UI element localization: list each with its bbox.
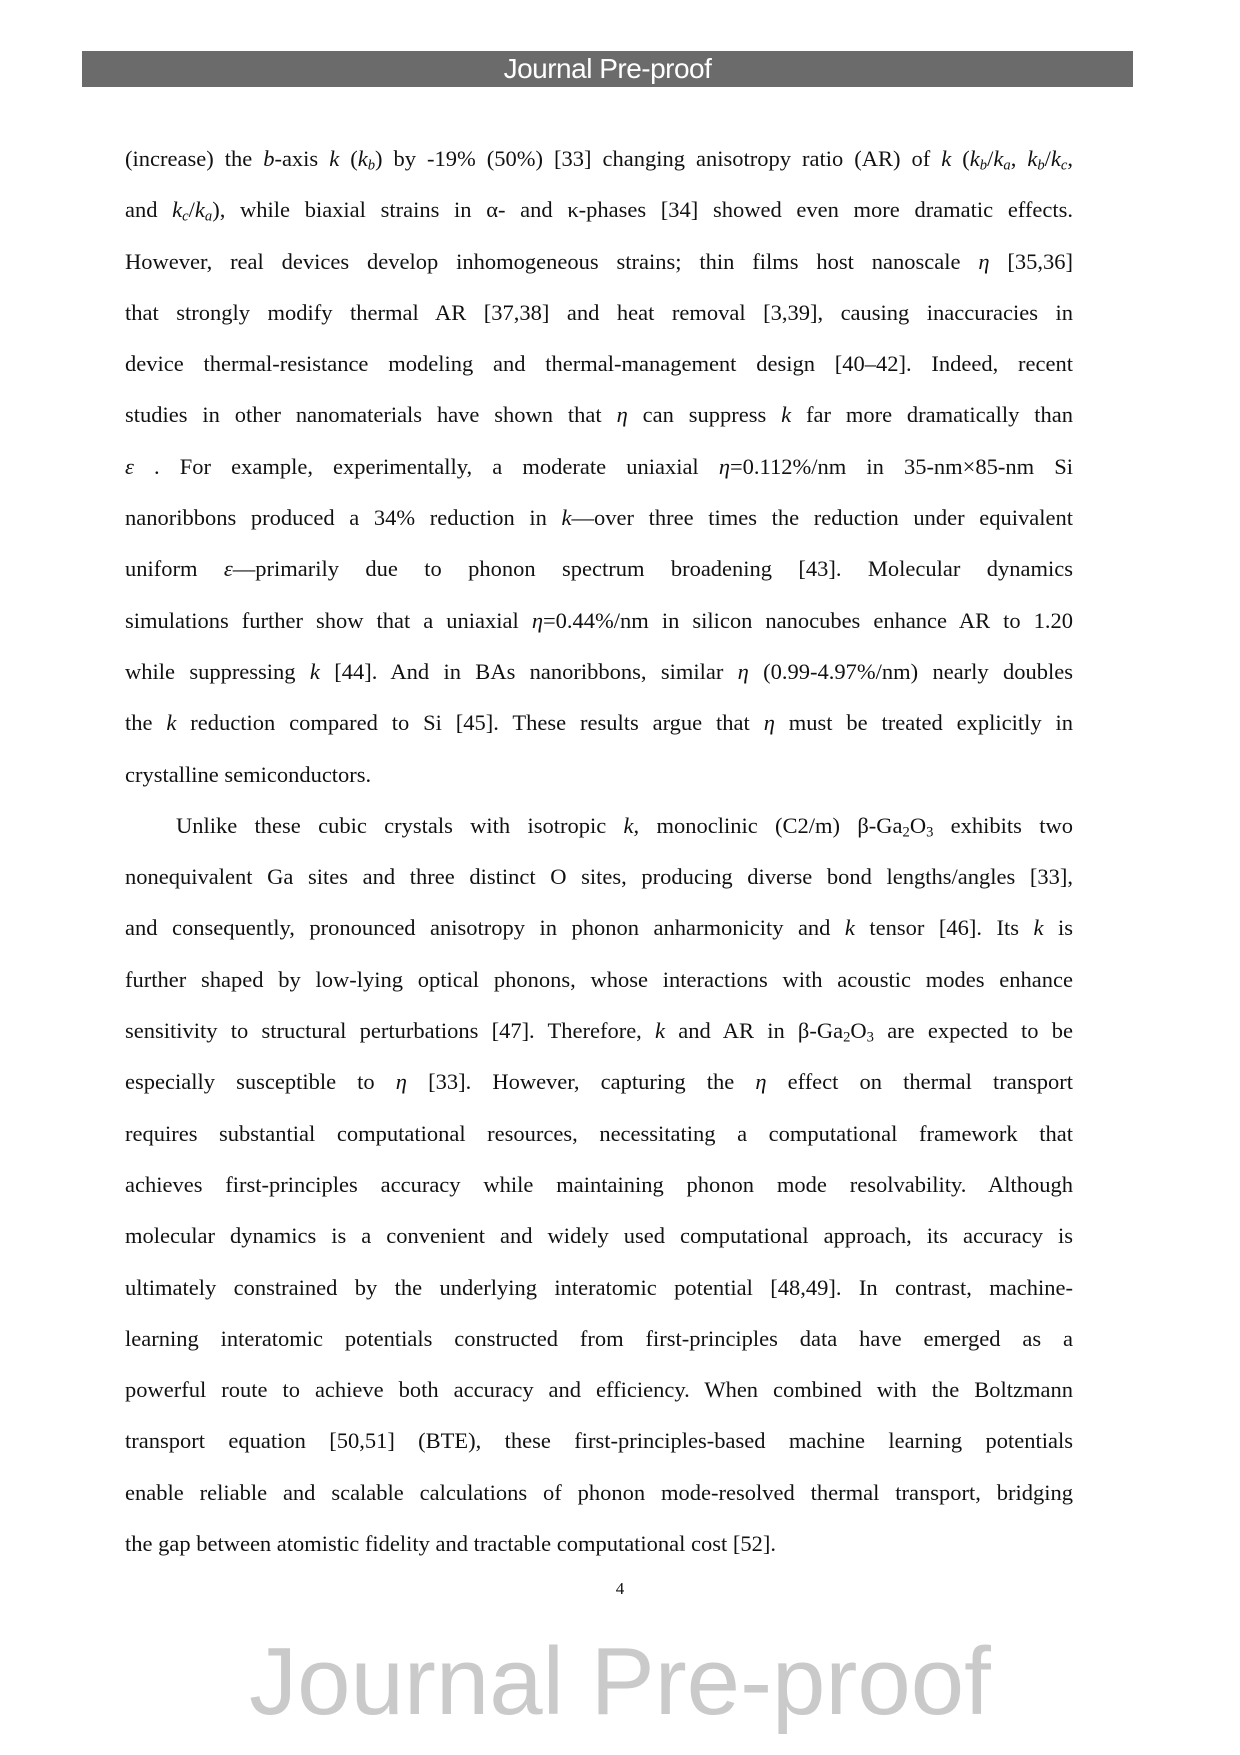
math-symbol: k <box>655 1018 666 1044</box>
subscript: 3 <box>866 1029 874 1046</box>
journal-preproof-banner: Journal Pre-proof <box>82 51 1133 87</box>
text-line <box>125 1262 1073 1313</box>
text-run: and consequently, pronounced anisotropy in phonon anharmonicity and <box>125 915 845 941</box>
math-symbol: k <box>309 658 320 684</box>
text-run: -axis <box>274 146 330 171</box>
text-run: device thermal-resistance modeling and thermal-management design [40–42]. Indeed, recent <box>125 351 1073 377</box>
text-run: ( <box>339 146 358 171</box>
text-run: —primarily due to phonon spectrum broadening [43]. Molecular dynamics <box>232 556 1073 582</box>
math-symbol: b <box>263 146 275 171</box>
text-run: tensor [46]. Its <box>854 915 1034 941</box>
text-run: / <box>987 146 994 171</box>
text-run: ultimately constrained by the underlying interatomic potential [48,49]. In contrast, machine- <box>125 1274 1073 1300</box>
text-run: are expected to be <box>873 1018 1073 1044</box>
text-run: that strongly modify thermal AR [37,38] and heat removal [3,39], causing inaccuracies in <box>125 299 1073 325</box>
watermark: Journal Pre-proof <box>249 1628 991 1735</box>
text-line <box>125 800 1073 851</box>
math-symbol: k <box>1027 146 1038 171</box>
math-symbol: η <box>737 658 749 684</box>
text-run: , <box>1010 146 1028 171</box>
text-line <box>125 1518 1073 1569</box>
page-number: 4 <box>615 1579 625 1598</box>
body-text <box>125 133 1073 1569</box>
text-run: effect on thermal transport <box>766 1069 1073 1095</box>
text-run: =0.112%/nm in 35-nm×85-nm Si <box>729 453 1074 479</box>
text-run: further shaped by low-lying optical phonons, whose interactions with acoustic modes enhance <box>125 966 1073 992</box>
text-run: the <box>125 710 167 736</box>
text-run: learning interatomic potentials constructed from first-principles data have emerged as a <box>125 1325 1073 1351</box>
text-run: can suppress <box>627 402 782 428</box>
text-run: . For example, experimentally, a moderate uniaxial <box>133 453 719 479</box>
text-run: nonequivalent Ga sites and three distinct O sites, producing diverse bond lengths/angles [33], <box>125 864 1073 890</box>
text-line <box>125 749 1073 800</box>
text-run: , monoclinic (C2/m) β-Ga <box>633 812 903 838</box>
math-symbol: ε <box>125 453 134 479</box>
text-run: the gap between atomistic fidelity and tractable computational cost [52]. <box>125 1531 777 1557</box>
subscript: 2 <box>843 1029 851 1046</box>
text-run: powerful route to achieve both accuracy and efficiency. When combined with the Boltzmann <box>125 1377 1073 1403</box>
math-symbol: k <box>844 915 855 941</box>
text-run: studies in other nanomaterials have shown that <box>125 402 617 428</box>
subscript: b <box>1037 157 1045 174</box>
text-run: [33]. However, capturing the <box>406 1069 756 1095</box>
text-run: exhibits two <box>933 812 1073 838</box>
text-line <box>125 236 1073 287</box>
math-symbol: η <box>718 453 730 479</box>
subscript: b <box>979 157 988 174</box>
subscript: a <box>1003 157 1011 174</box>
text-line <box>125 441 1073 492</box>
subscript: a <box>204 208 213 225</box>
text-run: and <box>125 197 173 223</box>
text-run: —over three times the reduction under equivalent <box>571 505 1073 531</box>
math-symbol: η <box>763 710 775 736</box>
text-line <box>125 1313 1073 1364</box>
text-line <box>125 1415 1073 1466</box>
text-run: However, real devices develop inhomogeneous strains; thin films host nanoscale <box>125 248 979 274</box>
text-run: achieves first-principles accuracy while maintaining phonon mode resolvability. Although <box>125 1171 1073 1197</box>
math-symbol: k <box>1050 146 1061 171</box>
text-run: crystalline semiconductors. <box>125 761 372 787</box>
text-line <box>125 1159 1073 1210</box>
math-symbol: k <box>172 197 183 223</box>
text-run: Unlike these cubic crystals with isotropic <box>176 812 624 838</box>
text-run: nanoribbons produced a 34% reduction in <box>125 505 562 531</box>
text-line <box>125 646 1073 697</box>
text-run: must be treated explicitly in <box>774 710 1073 736</box>
text-run: sensitivity to structural perturbations [47]. Therefore, <box>125 1018 656 1044</box>
text-line <box>125 1005 1073 1056</box>
text-line <box>125 851 1073 902</box>
math-symbol: k <box>969 146 980 171</box>
text-run: / <box>1044 146 1051 171</box>
text-run: ( <box>951 146 970 171</box>
text-line <box>125 389 1073 440</box>
math-symbol: k <box>993 146 1004 171</box>
math-symbol: k <box>357 146 368 171</box>
text-line <box>125 1108 1073 1159</box>
math-symbol: η <box>531 607 543 633</box>
math-symbol: k <box>781 402 792 428</box>
text-run: [44]. And in BAs nanoribbons, similar <box>319 658 738 684</box>
text-run: while suppressing <box>125 658 310 684</box>
text-line <box>125 184 1073 235</box>
text-run: reduction compared to Si [45]. These results argue that <box>176 710 764 736</box>
text-line <box>125 133 1073 184</box>
text-run: (increase) the <box>125 146 264 171</box>
math-symbol: η <box>755 1069 767 1095</box>
text-run: / <box>188 197 195 223</box>
subscript: c <box>182 208 189 225</box>
subscript: 2 <box>902 824 910 841</box>
text-run: [35,36] <box>989 248 1073 274</box>
text-line <box>125 954 1073 1005</box>
math-symbol: η <box>616 402 628 428</box>
text-run: far more dramatically than <box>791 402 1073 428</box>
text-run: O <box>850 1018 867 1044</box>
math-symbol: k <box>194 197 205 223</box>
text-run: enable reliable and scalable calculations of phonon mode-resolved thermal transport, bridging <box>125 1479 1073 1505</box>
text-run: especially susceptible to <box>125 1069 396 1095</box>
text-line <box>125 1210 1073 1261</box>
text-line <box>125 1056 1073 1107</box>
text-run: ) by -19% (50%) [33] changing anisotropy ratio (AR) of <box>375 146 942 171</box>
text-run: requires substantial computational resources, necessitating a computational framework that <box>125 1120 1073 1146</box>
text-run: and AR in β-Ga <box>665 1018 844 1044</box>
text-run: simulations further show that a uniaxial <box>125 607 532 633</box>
text-line <box>125 595 1073 646</box>
text-run: =0.44%/nm in silicon nanocubes enhance AR to 1.20 <box>542 607 1073 633</box>
math-symbol: ε <box>223 556 233 582</box>
math-symbol: η <box>395 1069 407 1095</box>
math-symbol: k <box>941 146 952 171</box>
text-run: is <box>1043 915 1073 941</box>
text-run: transport equation [50,51] (BTE), these first-principles-based machine learning potentials <box>125 1428 1073 1454</box>
math-symbol: η <box>978 248 990 274</box>
math-symbol: k <box>166 710 177 736</box>
subscript: 3 <box>926 824 934 841</box>
math-symbol: k <box>623 812 634 838</box>
text-run: O <box>909 812 927 838</box>
text-line <box>125 1364 1073 1415</box>
text-line <box>125 287 1073 338</box>
text-run: molecular dynamics is a convenient and widely used computational approach, its accuracy is <box>125 1223 1073 1249</box>
text-line <box>125 492 1073 543</box>
math-symbol: k <box>561 505 572 531</box>
text-line <box>125 902 1073 953</box>
text-line <box>125 697 1073 748</box>
text-line <box>125 338 1073 389</box>
math-symbol: k <box>329 146 340 171</box>
text-run: (0.99-4.97%/nm) nearly doubles <box>748 658 1073 684</box>
text-run: ), while biaxial strains in α- and κ-phases [34] showed even more dramatic effects. <box>212 197 1073 223</box>
subscript: c <box>1060 157 1068 174</box>
text-line <box>125 1467 1073 1518</box>
subscript: b <box>367 157 376 174</box>
text-run: , <box>1067 146 1074 171</box>
text-run: uniform <box>125 556 224 582</box>
math-symbol: k <box>1033 915 1044 941</box>
text-line <box>125 543 1073 594</box>
